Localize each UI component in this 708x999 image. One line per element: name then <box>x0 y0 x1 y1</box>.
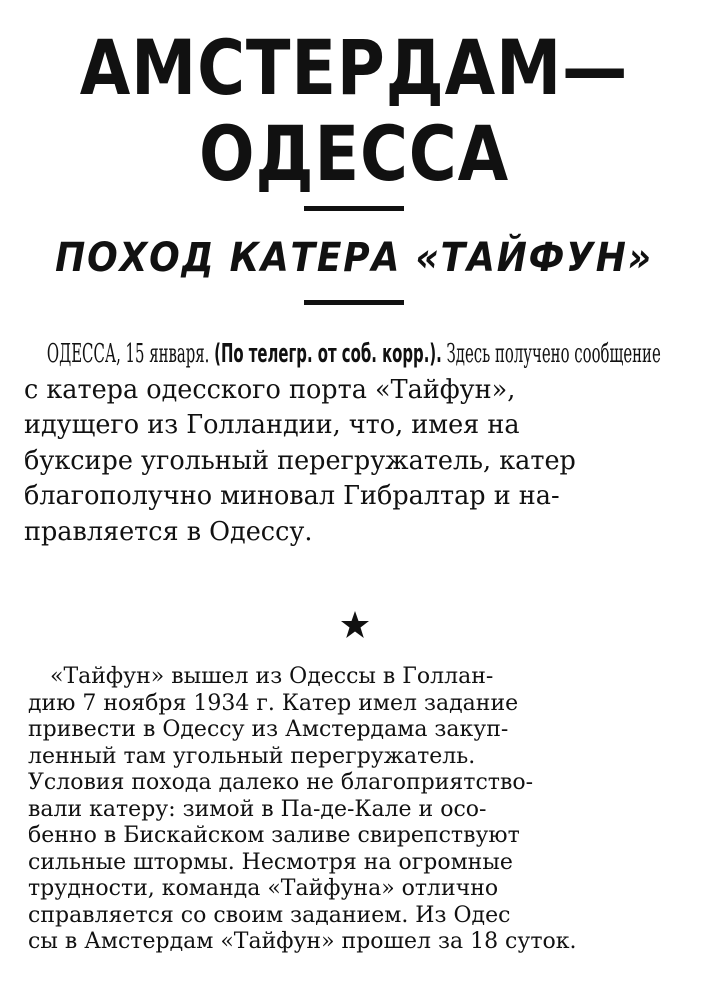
body-line: Условия похода далеко не благоприятство- <box>28 770 534 795</box>
headline-line-2: ОДЕССА <box>198 109 510 198</box>
source-note: (По телегр. от соб. корр.). <box>214 339 442 369</box>
body-line: «Тайфун» вышел из Одессы в Голлан- <box>50 664 494 689</box>
body-line: бенно в Бискайском заливе свирепствуют <box>28 823 520 848</box>
lead-line: благополучно миновал Гибралтар и на- <box>24 481 560 511</box>
body-line: ленный там угольный перегружатель. <box>28 743 476 769</box>
body-line: справляется со своим заданием. Из Одес <box>28 902 511 928</box>
body-line: дию 7 ноября 1934 г. Катер имел задание <box>28 690 519 716</box>
body-line: сильные штормы. Несмотря на огромные <box>28 849 513 875</box>
star-icon <box>340 610 370 640</box>
headline-divider <box>304 206 404 211</box>
lead-line: Здесь получено сообщение <box>446 339 661 369</box>
lead-paragraph <box>24 337 675 550</box>
body-line: привести в Одессу из Амстердама закуп- <box>28 717 509 742</box>
dateline: ОДЕССА, 15 января. <box>46 339 210 369</box>
body-paragraph <box>28 664 688 956</box>
body-line: сы в Амстердам «Тайфун» прошел за 18 суток. <box>28 929 577 954</box>
lead-line: буксире угольный перегружатель, катер <box>24 445 576 476</box>
lead-line: идущего из Голландии, что, имея на <box>24 410 520 440</box>
body-line: вали катеру: зимой в Па-де-Кале и осо- <box>28 796 487 822</box>
body-line: трудности, команда «Тайфуна» отлично <box>28 876 499 901</box>
subheadline: ПОХОД КАТЕРА «ТАЙФУН» <box>55 235 653 281</box>
lead-line: с катера одесского порта «Тайфун», <box>24 374 516 405</box>
lead-line: правляется в Одессу. <box>24 516 313 547</box>
subheadline-divider <box>304 300 404 305</box>
headline-line-1: АМСТЕРДАМ— <box>79 23 629 112</box>
lead-first-line <box>24 337 661 373</box>
